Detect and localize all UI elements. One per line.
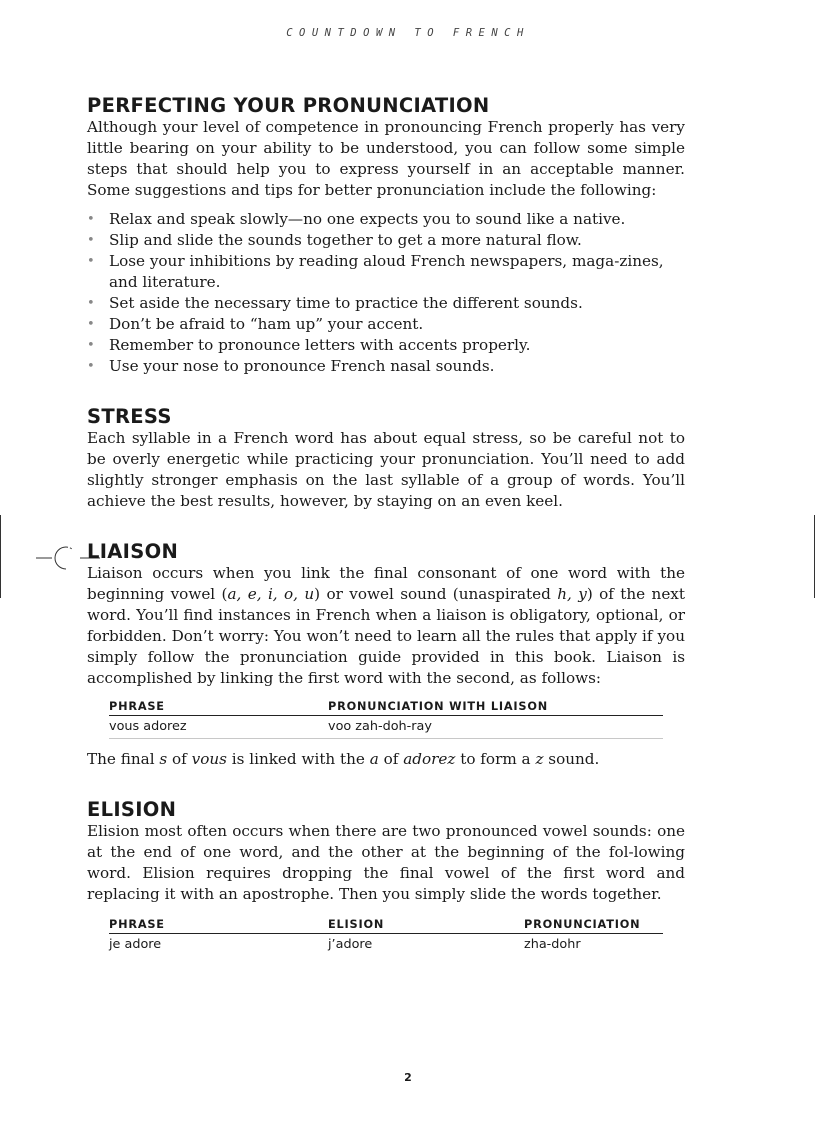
table-cell: vous adorez <box>109 719 187 734</box>
italic-term: a <box>369 750 379 768</box>
table-header-row <box>109 918 663 934</box>
list-item-text: Lose your inhibitions by reading aloud French newspapers, maga-zines, and literature. <box>109 252 664 291</box>
paragraph-liaison-note <box>87 749 685 770</box>
list-item <box>87 335 685 356</box>
table-header-row <box>109 700 663 716</box>
table-header-cell: PHRASE <box>109 700 165 713</box>
text-run: is linked with the <box>226 750 370 768</box>
section-liaison <box>87 541 685 770</box>
table-header-cell: PRONUNCIATION <box>524 918 641 931</box>
text-run: to form a <box>455 750 536 768</box>
section-stress <box>87 406 685 512</box>
list-item <box>87 251 685 293</box>
table-cell: j’adore <box>328 937 373 952</box>
list-item-text: Relax and speak slowly—no one expects you to sound like a native. <box>109 210 626 228</box>
list-item <box>87 356 685 377</box>
table-header-cell: PHRASE <box>109 918 165 931</box>
italic-term: adorez <box>403 750 456 768</box>
section-title: STRESS <box>87 405 172 428</box>
bullet-icon: • <box>87 212 95 227</box>
text-run: ) or vowel sound (unaspirated <box>314 585 558 603</box>
list-item-text: Use your nose to pronounce French nasal sounds. <box>109 357 495 375</box>
list-item-text: Don’t be afraid to “ham up” your accent. <box>109 315 424 333</box>
list-item-text: Set aside the necessary time to practice the different sounds. <box>109 294 583 312</box>
list-item <box>87 293 685 314</box>
paragraph-intro: Although your level of competence in pronouncing French properly has very little bearing on your ability to be understood, you can follow some simple steps that should help you to express yourself in an acceptable manner. Some suggestions and tips for better pronunciation include the following: <box>87 118 685 199</box>
text-run: The final <box>87 750 160 768</box>
section-title: LIAISON <box>87 540 179 563</box>
italic-term: vous <box>191 750 227 768</box>
section-elision <box>87 799 685 956</box>
text-run: Liaison occurs when you link the final consonant of one word with the beginning vowel ( <box>87 564 685 603</box>
text-run: ) of the next word. You’ll find instances in French when a liaison is obligatory, optional, or forbidden. Don’t worry: You won’t need to learn all the rules that apply if you simply follow the pronunciation guide provided in this book. Liaison is accomplished by linking the first word with the second, as follows: <box>87 585 685 687</box>
running-head: COUNTDOWN TO FRENCH <box>286 27 530 39</box>
section-title: ELISION <box>87 798 177 821</box>
page-number: 2 <box>404 1071 412 1084</box>
list-item-text: Slip and slide the sounds together to get a more natural flow. <box>109 231 582 249</box>
section-title: PERFECTING YOUR PRONUNCIATION <box>87 94 490 117</box>
paragraph-stress: Each syllable in a French word has about equal stress, so be careful not to be overly energetic while practicing your pronunciation. You’ll need to add slightly stronger emphasis on the last syllable of a group of words. You’ll achieve the best results, however, by staying on an even keel. <box>87 429 685 510</box>
text-run: of <box>167 750 192 768</box>
italic-term: s <box>159 750 168 768</box>
bullet-icon: • <box>87 254 95 269</box>
list-item <box>87 209 685 230</box>
list-item <box>87 314 685 335</box>
table-row <box>109 716 663 739</box>
table-cell: voo zah-doh-ray <box>328 719 432 734</box>
table-cell: zha-dohr <box>524 937 581 952</box>
crop-mark-left <box>0 515 1 598</box>
text-run: of <box>378 750 404 768</box>
bullet-icon: • <box>87 359 95 374</box>
table-cell: je adore <box>109 937 162 952</box>
italic-term: z <box>535 750 544 768</box>
tips-list <box>87 209 685 377</box>
bullet-icon: • <box>87 233 95 248</box>
italic-term: h, y <box>557 585 587 603</box>
list-item <box>87 230 685 251</box>
text-run: sound. <box>543 750 600 768</box>
bullet-icon: • <box>87 296 95 311</box>
page-content <box>87 95 685 956</box>
paragraph-liaison <box>87 563 685 689</box>
bullet-icon: • <box>87 338 95 353</box>
table-header-cell: ELISION <box>328 918 385 931</box>
italic-term: a, e, i, o, u <box>227 585 315 603</box>
elision-table <box>109 918 663 956</box>
table-header-cell: PRONUNCIATION WITH LIAISON <box>328 700 549 713</box>
paragraph-elision: Elision most often occurs when there are two pronounced vowel sounds: one at the end of one word, and the other at the beginning of the fol-lowing word. Elision requires dropping the final vowel of the first word and replacing it with an apostrophe. Then you simply slide the words together. <box>87 822 685 903</box>
crop-mark-right <box>814 515 815 598</box>
section-pronunciation <box>87 95 685 377</box>
liaison-table <box>109 700 663 739</box>
list-item-text: Remember to pronounce letters with accents properly. <box>109 336 531 354</box>
bullet-icon: • <box>87 317 95 332</box>
table-row <box>109 934 663 956</box>
